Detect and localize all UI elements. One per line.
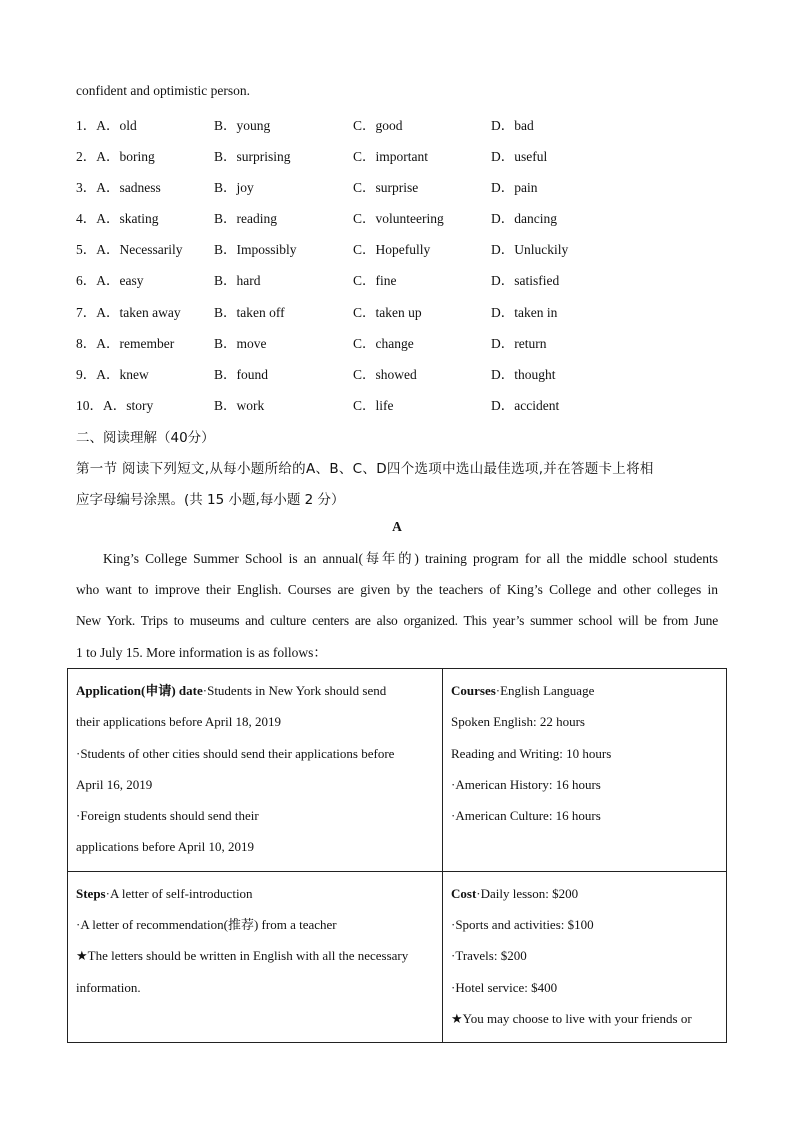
question-number: 10．	[76, 398, 103, 413]
option-a: A．skating	[96, 211, 159, 226]
cost-heading: Cost	[451, 885, 477, 901]
question-number: 4．	[76, 211, 97, 226]
steps-line: ★The letters should be written in English with all the necessary	[76, 948, 409, 964]
option-d: D．accident	[491, 398, 560, 413]
question-9-option-a	[76, 363, 149, 383]
question-5-option-a	[76, 238, 182, 258]
option-d: D．taken in	[491, 305, 558, 320]
option-c: C．surprise	[353, 180, 419, 195]
courses-line: ·American Culture: 16 hours	[451, 808, 601, 824]
option-d: D．bad	[491, 118, 534, 133]
passage-line: King’s College Summer School is an annual(每年的) training program for all the middle school students	[103, 551, 718, 566]
option-d: D．useful	[491, 149, 548, 164]
option-a: A．Necessarily	[96, 242, 183, 257]
steps-text: ·A letter of self-introduction	[105, 885, 253, 901]
cost-text: ·Daily lesson: $200	[476, 885, 579, 901]
option-b: B．taken off	[214, 305, 285, 320]
question-number: 5．	[76, 242, 97, 257]
option-d: D．thought	[491, 367, 556, 382]
steps-line: ·A letter of recommendation(推荐) from a teacher	[76, 917, 337, 933]
application-text: ·Students in New York should send	[202, 683, 387, 698]
option-d: D．Unluckily	[491, 242, 569, 257]
question-10-option-a	[76, 394, 153, 414]
cost-line: ·Hotel service: $400	[451, 979, 558, 995]
question-7-option-a	[76, 301, 181, 321]
cost-line	[451, 878, 718, 909]
option-b: B．move	[214, 336, 267, 351]
courses-line: Spoken English: 22 hours	[451, 714, 585, 730]
application-line: their applications before April 18, 2019	[76, 714, 282, 730]
option-b: B．Impossibly	[214, 242, 297, 257]
option-c: C．volunteering	[353, 211, 444, 226]
section-title: 二、阅读理解（40分）	[76, 430, 215, 446]
question-number: 8．	[76, 336, 97, 351]
cost-cell	[443, 871, 727, 1042]
option-b: B．work	[214, 398, 265, 413]
option-c: C．good	[353, 118, 403, 133]
question-8-option-a	[76, 332, 174, 352]
question-number: 7．	[76, 305, 97, 320]
option-b: B．joy	[214, 180, 254, 195]
question-number: 6．	[76, 273, 97, 288]
passage-line: 1 to July 15. More information is as follows：	[76, 644, 327, 660]
passage-label: A	[392, 519, 402, 534]
application-line: April 16, 2019	[76, 776, 153, 792]
option-b: B．found	[214, 367, 268, 382]
option-a: A．story	[103, 398, 154, 413]
option-a: A．boring	[96, 149, 155, 164]
info-table	[67, 668, 727, 1043]
question-1-option-a	[76, 114, 137, 134]
passage-paragraph	[76, 543, 718, 668]
option-d: D．dancing	[491, 211, 557, 226]
instructions-line-1: 第一节 阅读下列短文,从每小题所给的A、B、C、D四个选项中选山最佳选项,并在答题卡上将相	[76, 461, 654, 477]
option-a: A．old	[96, 118, 137, 133]
option-a: A．remember	[96, 336, 175, 351]
option-a: A．easy	[96, 273, 144, 288]
cost-line: ·Sports and activities: $100	[451, 917, 594, 933]
passage-line: who want to improve their English. Courses are given by the teachers of King’s College and other colleges in	[76, 582, 718, 598]
question-number: 3．	[76, 180, 97, 195]
option-c: C．fine	[353, 273, 397, 288]
application-line: ·Students of other cities should send their applications before	[76, 745, 395, 761]
application-line: applications before April 10, 2019	[76, 839, 254, 855]
application-heading: Application(申请) date	[76, 683, 203, 698]
courses-heading: Courses	[451, 683, 496, 698]
cost-line: ★You may choose to live with your friends or	[451, 1010, 692, 1026]
courses-line: ·American History: 16 hours	[451, 776, 601, 792]
steps-line: information.	[76, 979, 141, 995]
cost-line: ·Travels: $200	[451, 948, 527, 964]
application-line: ·Foreign students should send their	[76, 808, 259, 824]
option-d: D．pain	[491, 180, 538, 195]
question-3-option-a	[76, 176, 161, 196]
option-c: C．Hopefully	[353, 242, 431, 257]
passage-line: New York. Trips to museums and culture centers are also organized. This year’s summer school will be from June	[76, 613, 718, 629]
option-a: A．taken away	[96, 305, 181, 320]
option-c: C．showed	[353, 367, 417, 382]
steps-heading: Steps	[76, 885, 106, 901]
option-c: C．taken up	[353, 305, 422, 320]
courses-cell	[443, 669, 727, 872]
option-b: B．reading	[214, 211, 277, 226]
courses-line	[451, 675, 718, 706]
option-a: A．knew	[96, 367, 149, 382]
instructions-line-2: 应字母编号涂黑。(共 15 小题,每小题 2 分）	[76, 492, 345, 508]
question-4-option-a	[76, 207, 159, 227]
courses-line: Reading and Writing: 10 hours	[451, 745, 612, 761]
option-d: D．satisfied	[491, 273, 560, 288]
table-row	[68, 871, 727, 1042]
question-number: 1．	[76, 118, 97, 133]
option-b: B．hard	[214, 273, 261, 288]
question-number: 2．	[76, 149, 97, 164]
courses-text: ·English Language	[495, 683, 595, 698]
option-c: C．life	[353, 398, 394, 413]
application-line	[76, 675, 434, 706]
steps-cell	[68, 871, 443, 1042]
option-b: B．young	[214, 118, 271, 133]
steps-line	[76, 878, 434, 909]
application-cell	[68, 669, 443, 872]
option-c: C．change	[353, 336, 414, 351]
question-number: 9．	[76, 367, 97, 382]
option-c: C．important	[353, 149, 428, 164]
option-b: B．surprising	[214, 149, 291, 164]
option-a: A．sadness	[96, 180, 161, 195]
option-d: D．return	[491, 336, 547, 351]
intro-fragment: confident and optimistic person.	[76, 83, 250, 98]
table-row	[68, 669, 727, 872]
question-2-option-a	[76, 145, 155, 165]
question-6-option-a	[76, 269, 144, 289]
